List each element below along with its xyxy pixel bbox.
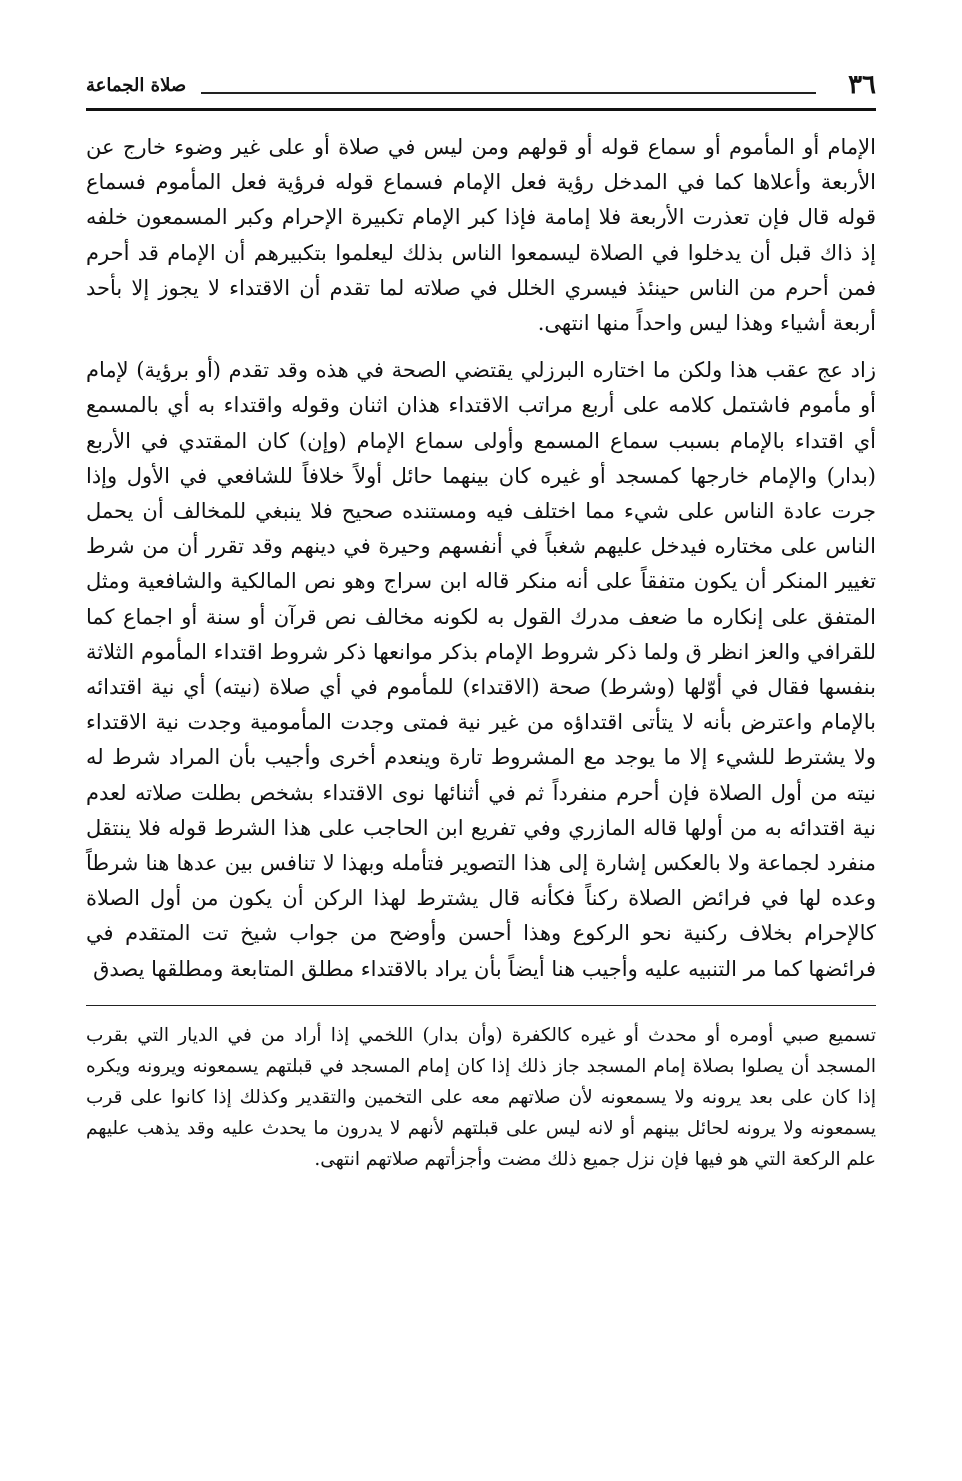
footnote (86, 1020, 876, 1175)
footnote-text: تسميع صبي أومره أو محدث أو غيره كالكفرة (وأن بدار) اللخمي إذا أراد من في الديار التي بقرب المسجد أن يصلوا بصلاة إمام المسجد جاز ذلك إذا كان إمام المسجد في قبلتهم يسمعونه ويرونه ويكره إذا كان على بعد يرونه ولا يسمعونه لأن صلاتهم معه على التخمين والتقدير وكذلك إذا كانوا على قرب يسمعونه ولا يرونه لحائل بينهم أو لانه ليس على قبلتهم لأنهم لا يدرون ما يحدث عليه وقد يذهب عليهم علم الركعة التي هو فيها فإن نزل جميع ذلك مضت وأجزأتهم صلاتهم انتهى. (86, 1024, 876, 1170)
page-number: ٣٦ (848, 70, 876, 100)
running-title: صلاة الجماعة (86, 75, 187, 96)
paragraph: الإمام أو المأموم أو سماع قوله أو قولهم ومن ليس في صلاة أو على غير وضوء خارج عن الأربعة وأعلاها كما في المدخل رؤية فعل الإمام فسماع قوله فرؤية فعل المأموم فسماع قوله قال فإن تعذرت الأربعة فلا إمامة فإذا كبر الإمام تكبيرة الإحرام وكبر المسمعون خلفه إذ ذاك قبل أن يدخلوا في الصلاة ليسمعوا الناس بذلك ليعلموا بتكبيرهم أن الإمام قد أحرم فمن أحرم من الناس حينئذ فيسري الخلل في صلاته لما تقدم أن الاقتداء لا يجوز إلا بأحد أربعة أشياء وهذا ليس واحداً منها انتهى. (86, 135, 876, 336)
header-rule (86, 108, 876, 111)
book-page (86, 70, 876, 1175)
page-header (86, 70, 876, 108)
paragraph: زاد عج عقب هذا ولكن ما اختاره البرزلي يقتضي الصحة في هذه وقد تقدم (أو برؤية) لإمام أو مأموم فاشتمل كلامه على أربع مراتب الاقتداء هذان اثنان وقوله واقتداء به أي بالمسمع أي اقتداء بالإمام بسبب سماع المسمع وأولى سماع الإمام (وإن) كان المقتدي في الأربع (بدار) والإمام خارجها كمسجد أو غيره كان بينهما حائل أولاً خلافاً للشافعي في الأول وإذا جرت عادة الناس على شيء مما اختلف فيه ومستنده صحيح فلا ينبغي للمخالف أن يحمل الناس على مختاره فيدخل عليهم شغباً في أنفسهم وحيرة في دينهم وقد تقرر أن من شرط تغيير المنكر أن يكون متفقاً على أنه منكر قاله ابن سراج وهو نص المالكية والشافعية ومثل المتفق على إنكاره ما ضعف مدرك القول به لكونه مخالف نص قرآن أو سنة أو اجماع كما للقرافي والعز انظر ق ولما ذكر شروط الإمام بذكر موانعها ذكر شروط اقتداء المأموم الثلاثة بنفسها فقال في أوّلها (وشرط) صحة (الاقتداء) للمأموم في أي صلاة (نيته) أي نية اقتدائه بالإمام واعترض بأنه لا يتأتى اقتداؤه من غير نية فمتى وجدت المأمومية وجدت نية الاقتداء ولا يشترط للشيء إلا ما يوجد مع المشروط تارة وينعدم أخرى وأجيب بأن المراد شرط له نيته من أول الصلاة فإن أحرم منفرداً ثم في أثنائها نوى الاقتداء بشخص بطلت صلاته لعدم نية اقتدائه به من أولها قاله المازري وفي تفريع ابن الحاجب على هذا الشرط قوله فلا ينتقل منفرد لجماعة ولا بالعكس إشارة إلى هذا التصوير فتأمله وبهذا لا تنافس بين عدها هنا شرطاً وعده لها في فرائض الصلاة ركناً فكأنه قال يشترط لهذا الركن أن يكون من أول الصلاة كالإحرام بخلاف ركنية نحو الركوع وهذا أحسن وأوضح من جواب شيخ تت المتقدم في فرائضها كما مر التنبيه عليه وأجيب هنا أيضاً بأن يراد بالاقتداء مطلق المتابعة ومطلقها يصدق (86, 358, 876, 981)
main-text (86, 130, 876, 987)
footnote-separator (86, 1005, 876, 1006)
header-dash-line (201, 92, 816, 94)
